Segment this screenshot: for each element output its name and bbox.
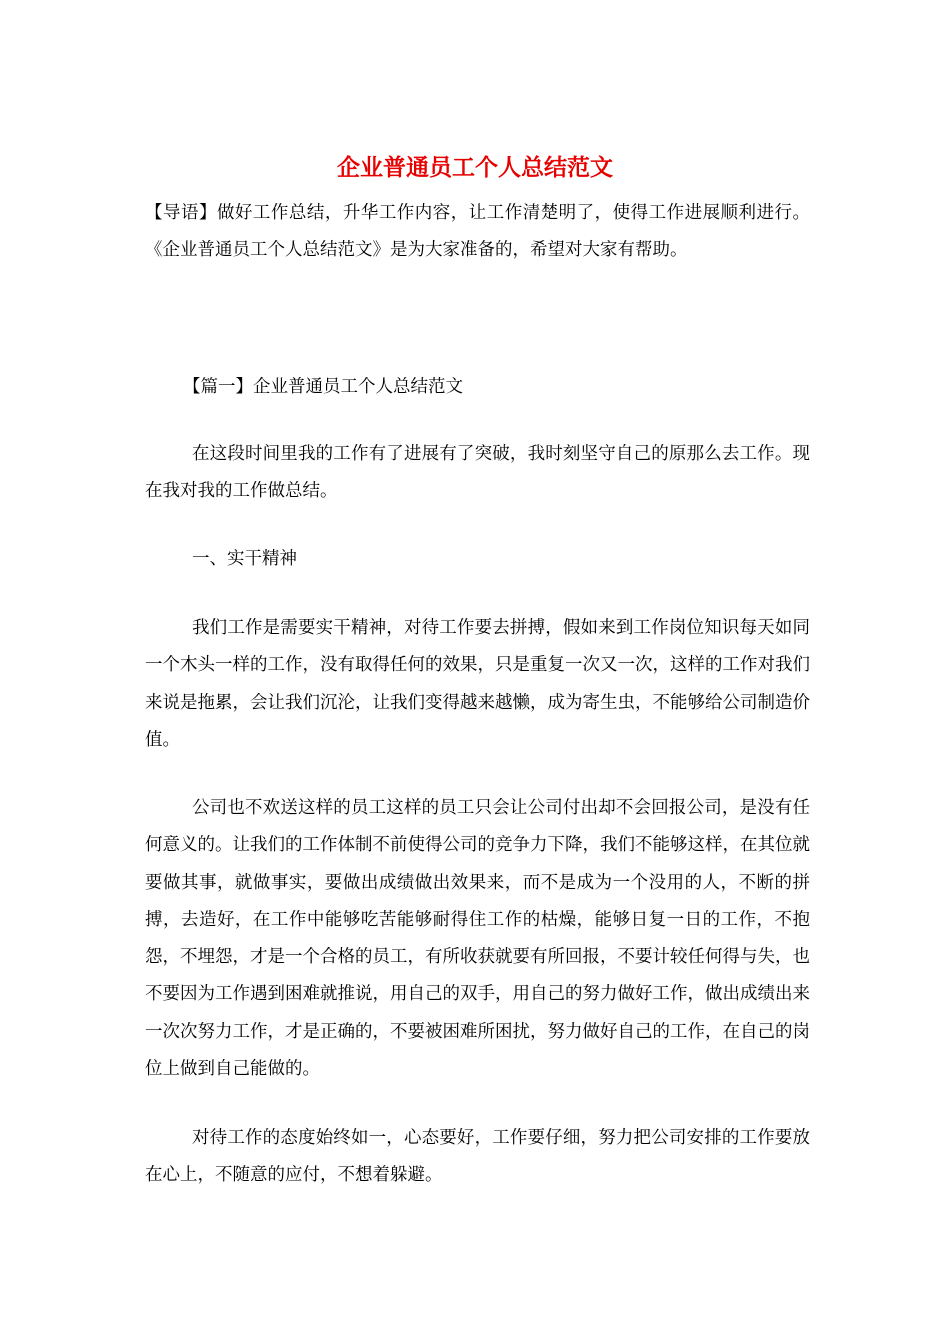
document-title: 企业普通员工个人总结范文 (337, 154, 613, 181)
body-paragraph: 在这段时间里我的工作有了进展有了突破，我时刻坚守自己的原那么去工作。现在我对我的工作做总结。 (145, 444, 810, 502)
section-heading: 【篇一】企业普通员工个人总结范文 (183, 377, 463, 397)
body-paragraph: 我们工作是需要实干精神，对待工作要去拼搏，假如来到工作岗位知识每天如同一个木头一样的工作，没有取得任何的效果，只是重复一次又一次，这样的工作对我们来说是拖累，会让我们沉沦，让我们变得越来越懒，成为寄生虫，不能够给公司制造价值。 (145, 618, 810, 750)
intro-paragraph: 【导语】做好工作总结，升华工作内容，让工作清楚明了，使得工作进展顺利进行。《企业普通员工个人总结范文》是为大家准备的，希望对大家有帮助。 (145, 203, 810, 260)
body-paragraph: 对待工作的态度始终如一，心态要好，工作要仔细，努力把公司安排的工作要放在心上，不随意的应付，不想着躲避。 (145, 1128, 810, 1186)
subsection-heading: 一、实干精神 (192, 549, 297, 569)
body-paragraph: 公司也不欢送这样的员工这样的员工只会让公司付出却不会回报公司，是没有任何意义的。让我们的工作体制不前使得公司的竞争力下降，我们不能够这样，在其位就要做其事，就做事实，要做出成绩做出效果来，而不是成为一个没用的人，不断的拼搏，去造好，在工作中能够吃苦能够耐得住工作的枯燥，能够日复一日的工作，不抱怨，不埋怨，才是一个合格的员工，有所收获就要有所回报，不要计较任何得与失，也不要因为工作遇到困难就推说，用自己的双手，用自己的努力做好工作，做出成绩出来一次次努力工作，才是正确的，不要被困难所困扰，努力做好自己的工作，在自己的岗位上做到自己能做的。 (145, 798, 810, 1080)
